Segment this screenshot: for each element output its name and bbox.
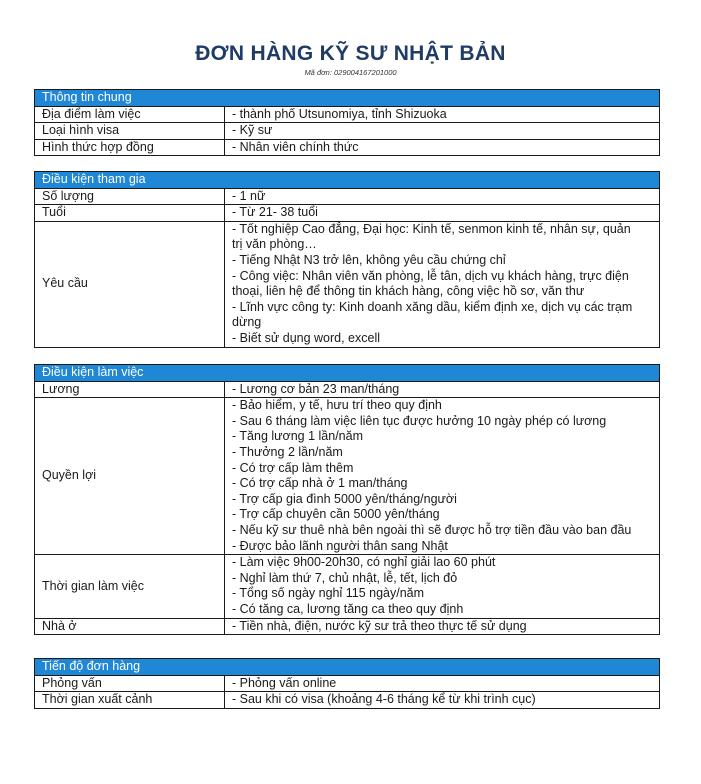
value-line: - thành phố Utsunomiya, tỉnh Shizuoka [232, 106, 447, 121]
value-line: - Sau 6 tháng làm việc liên tục được hưởng 10 ngày phép có lương [232, 413, 607, 428]
table-row [35, 555, 660, 618]
value-line: - Bảo hiểm, y tế, hưu trí theo quy định [232, 398, 442, 413]
row-value [225, 675, 660, 692]
row-value [225, 205, 660, 222]
table-row [35, 221, 660, 347]
row-value [225, 139, 660, 156]
row-label: Thời gian làm việc [35, 555, 225, 618]
table-row [35, 205, 660, 222]
row-value [225, 618, 660, 635]
row-label: Địa điểm làm việc [35, 106, 225, 123]
value-line: - Nếu kỹ sư thuê nhà bên ngoài thì sẽ được hỗ trợ tiền đầu vào ban đầu [232, 522, 632, 537]
row-label: Hình thức hợp đồng [35, 139, 225, 156]
value-line: - Có trợ cấp nhà ở 1 man/tháng [232, 476, 408, 491]
table-row [35, 188, 660, 205]
value-line: - Tiếng Nhật N3 trở lên, không yêu cầu chứng chỉ [232, 252, 506, 267]
general-table [34, 89, 660, 156]
value-line: - Trợ cấp chuyên cần 5000 yên/tháng [232, 507, 440, 522]
value-line: - Được bảo lãnh người thân sang Nhật [232, 538, 448, 553]
row-label: Nhà ở [35, 618, 225, 635]
row-value [225, 692, 660, 709]
order-code: Mã đơn: 029004167201000 [304, 68, 397, 77]
value-line: - 1 nữ [232, 188, 266, 203]
value-line: - Làm việc 9h00-20h30, có nghỉ giải lao 60 phút [232, 555, 496, 570]
table-row [35, 139, 660, 156]
row-value [225, 221, 660, 347]
value-line: - Tốt nghiệp Cao đẳng, Đại học: Kinh tế, senmon kinh tế, nhân sự, quản [232, 221, 631, 236]
value-line: - Có tăng ca, lương tăng ca theo quy định [232, 601, 464, 616]
value-line: - Lương cơ bản 23 man/tháng [232, 381, 400, 396]
table-row [35, 675, 660, 692]
table-row [35, 381, 660, 398]
section-heading: Thông tin chung [35, 90, 660, 107]
table-row [35, 398, 660, 555]
section-conditions [34, 171, 660, 348]
value-line: - Trợ cấp gia đình 5000 yên/tháng/người [232, 491, 457, 506]
table-row [35, 618, 660, 635]
row-value [225, 123, 660, 140]
value-line: - Từ 21- 38 tuổi [232, 205, 318, 220]
row-label: Loại hình visa [35, 123, 225, 140]
value-line: - Thưởng 2 lần/năm [232, 444, 343, 459]
section-heading: Tiến độ đơn hàng [35, 659, 660, 676]
row-label: Phỏng vấn [35, 675, 225, 692]
value-line: - Lĩnh vực công ty: Kinh doanh xăng dầu, kiểm định xe, dịch vụ các trạm [232, 299, 633, 314]
row-label: Thời gian xuất cảnh [35, 692, 225, 709]
value-line: - Phỏng vấn online [232, 675, 337, 690]
table-row [35, 106, 660, 123]
row-value [225, 381, 660, 398]
row-label: Quyền lợi [35, 398, 225, 555]
value-line: - Tăng lương 1 lần/năm [232, 429, 363, 444]
row-label: Số lượng [35, 188, 225, 205]
conditions-table [34, 171, 660, 348]
row-value [225, 555, 660, 618]
section-general [34, 89, 660, 156]
progress-table [34, 658, 660, 709]
row-value [225, 398, 660, 555]
row-value [225, 188, 660, 205]
section-work-conditions [34, 364, 660, 635]
value-line: - Nghỉ làm thứ 7, chủ nhật, lễ, tết, lịch đỏ [232, 570, 458, 585]
value-line: - Kỹ sư [232, 123, 273, 138]
value-line: - Biết sử dụng word, excell [232, 330, 381, 345]
row-label: Lương [35, 381, 225, 398]
section-order-progress [34, 658, 660, 709]
value-line: thoại, liên hệ để thông tin khách hàng, công việc hồ sơ, văn thư [232, 284, 585, 299]
section-heading: Điều kiện làm việc [35, 365, 660, 382]
table-row [35, 123, 660, 140]
work-table [34, 364, 660, 635]
value-line: - Nhân viên chính thức [232, 139, 359, 154]
table-row [35, 692, 660, 709]
section-heading: Điều kiện tham gia [35, 172, 660, 189]
value-line: - Tiền nhà, điện, nước kỹ sư trả theo thực tế sử dụng [232, 618, 527, 633]
value-line: - Sau khi có visa (khoảng 4-6 tháng kể từ khi trình cục) [232, 692, 536, 707]
value-line: - Có trợ cấp làm thêm [232, 460, 354, 475]
row-value [225, 106, 660, 123]
value-line: dừng [232, 315, 262, 330]
value-line: - Tổng số ngày nghỉ 115 ngày/năm [232, 586, 425, 601]
row-label: Yêu cầu [35, 221, 225, 347]
row-label: Tuổi [35, 205, 225, 222]
value-line: - Công việc: Nhân viên văn phòng, lễ tân, dịch vụ khách hàng, trực điện [232, 268, 629, 283]
value-line: trị văn phòng… [232, 237, 317, 252]
page-title: ĐƠN HÀNG KỸ SƯ NHẬT BẢN [195, 42, 506, 65]
